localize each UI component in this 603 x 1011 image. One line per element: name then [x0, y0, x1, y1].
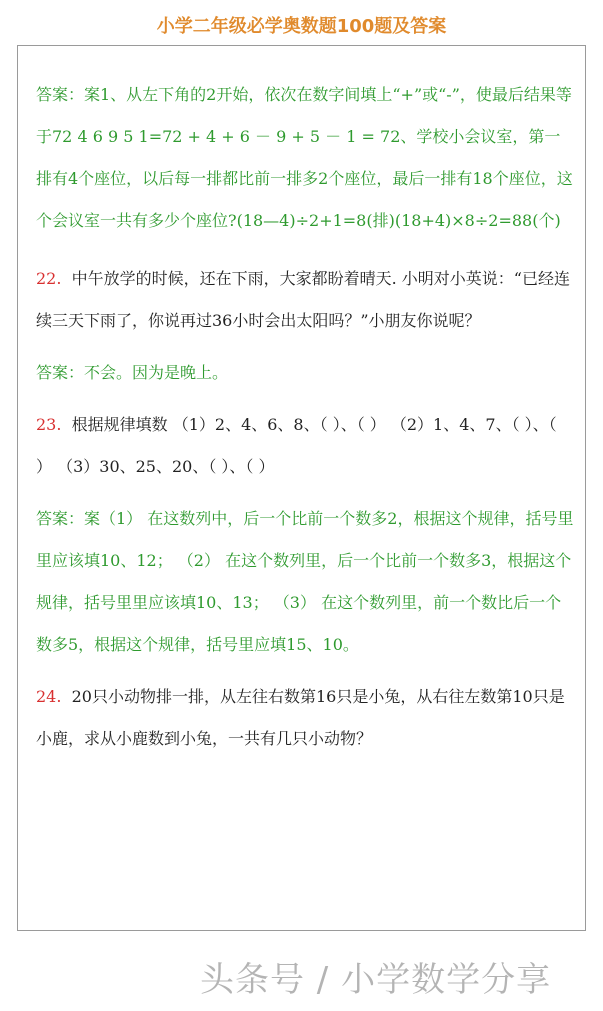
- question-number: 22.: [36, 269, 62, 288]
- spacer: [36, 666, 576, 676]
- question-text: 中午放学的时候，还在下雨，大家都盼着晴天. 小明对小英说：“已经连续三天下雨了，你说再过36小时会出太阳吗？”小朋友你说呢？: [36, 269, 570, 330]
- spacer: [36, 242, 576, 258]
- question-text: 20只小动物排一排，从左往右数第16只是小兔，从右往左数第10只是小鹿，求从小鹿数到小兔，一共有几只小动物？: [36, 687, 565, 748]
- watermark-text: 头条号 / 小学数学分享: [200, 960, 552, 1000]
- question-number: 24.: [36, 687, 62, 706]
- document-content: [36, 74, 576, 760]
- question-24: [36, 676, 576, 760]
- answer-23: 答案：案（1） 在这数列中，后一个比前一个数多2，根据这个规律，括号里里应该填10、12； （2） 在这个数列里，后一个比前一个数多3，根据这个规律，括号里里应该填10、13； （3） 在这个数列里，前一个数比后一个数多5，根据这个规律，括号里应填15、10。: [36, 509, 574, 654]
- question-23: [36, 404, 576, 488]
- spacer: [36, 488, 576, 498]
- spacer: [36, 342, 576, 352]
- question-22: [36, 258, 576, 342]
- question-number: 23.: [36, 415, 62, 434]
- answer-21: 答案：案1、从左下角的2开始，依次在数字间填上“+”或“-”，使最后结果等于72 4 6 9 5 1=72 + 4 + 6 － 9 + 5 － 1 = 72、学校小会议室，第一排有4个座位，以后每一排都比前一排多2个座位，最后一排有18个座位，这个会议室一共有多少个座位?(18—4)÷2+1=8(排)(18+4)×8÷2=88(个): [36, 85, 573, 230]
- spacer: [36, 394, 576, 404]
- question-text: 根据规律填数 （1）2、4、6、8、（ ）、（ ） （2）1、4、7、（ ）、（ ） （3）30、25、20、（ ）、（ ）: [36, 415, 557, 476]
- page-title: 小学二年级必学奥数题100题及答案: [156, 16, 447, 37]
- answer-22: 答案：不会。因为是晚上。: [36, 363, 229, 382]
